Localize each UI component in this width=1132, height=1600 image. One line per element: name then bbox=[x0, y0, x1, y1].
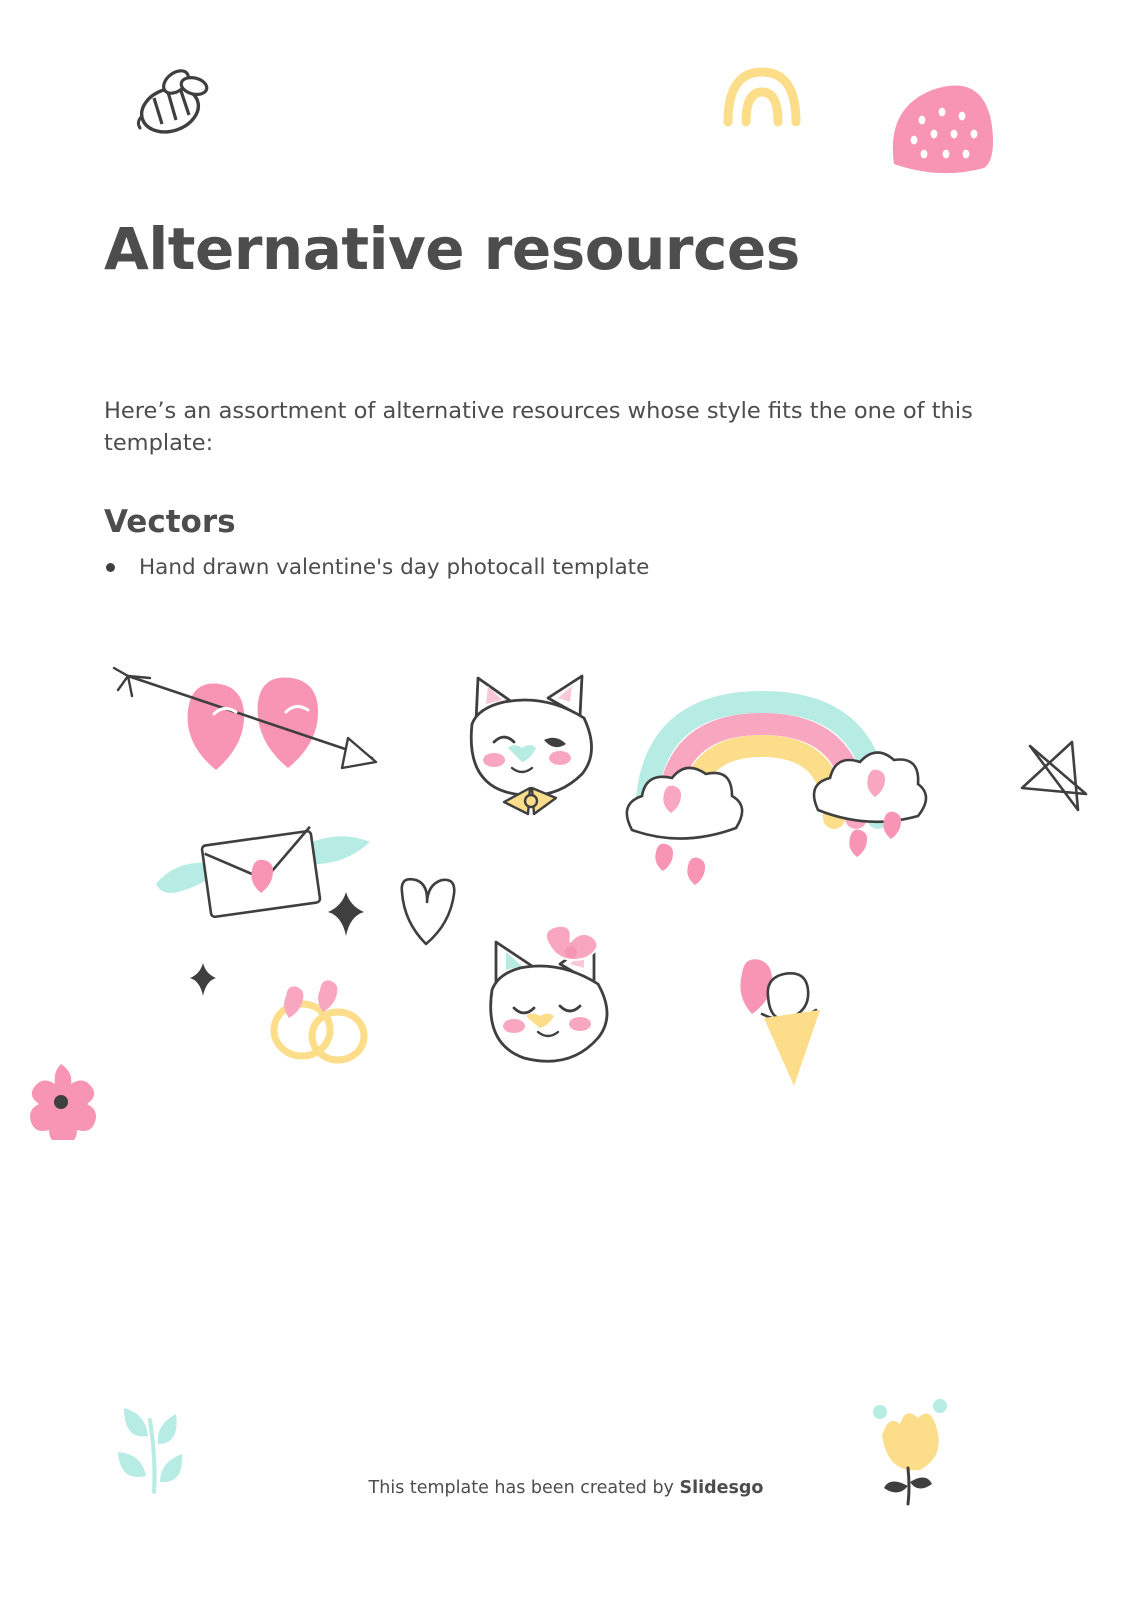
sleeping-cat-with-bow-illustration bbox=[470, 916, 640, 1080]
rainbow-with-clouds-and-hearts-illustration bbox=[612, 670, 942, 934]
winking-cat-with-bowtie-illustration bbox=[452, 662, 612, 846]
page-title: Alternative resources bbox=[104, 214, 800, 283]
pink-flower-illustration bbox=[20, 1058, 102, 1144]
illustration-group bbox=[0, 640, 1132, 1160]
list-item[interactable] bbox=[104, 552, 1004, 584]
sparkle-star-tiny-illustration bbox=[186, 960, 220, 1002]
list-item-label: Hand drawn valentine's day photocall template bbox=[139, 555, 650, 580]
intro-paragraph: Here’s an assortment of alternative resources whose style fits the one of this template: bbox=[104, 397, 973, 457]
bullet-dot-icon bbox=[106, 563, 115, 572]
hearts-with-arrow-illustration bbox=[110, 662, 390, 806]
resource-list bbox=[104, 552, 1004, 584]
strawberry-doodle bbox=[880, 68, 1008, 182]
wedding-rings-illustration bbox=[258, 960, 378, 1074]
rainbow-arc-doodle bbox=[712, 52, 812, 136]
bee-doodle bbox=[118, 58, 228, 152]
heart-ice-cream-illustration bbox=[724, 940, 864, 1104]
sparkle-star-small-illustration bbox=[322, 888, 370, 944]
footer-credit bbox=[0, 1478, 1132, 1498]
footer-text: This template has been created by bbox=[368, 1478, 680, 1498]
star-outline-illustration bbox=[1014, 732, 1104, 836]
slidesgo-brand-link[interactable]: Slidesgo bbox=[679, 1478, 764, 1498]
section-heading-vectors: Vectors bbox=[104, 503, 236, 540]
yellow-tulip-doodle bbox=[858, 1390, 968, 1524]
outline-heart-illustration bbox=[392, 872, 462, 958]
